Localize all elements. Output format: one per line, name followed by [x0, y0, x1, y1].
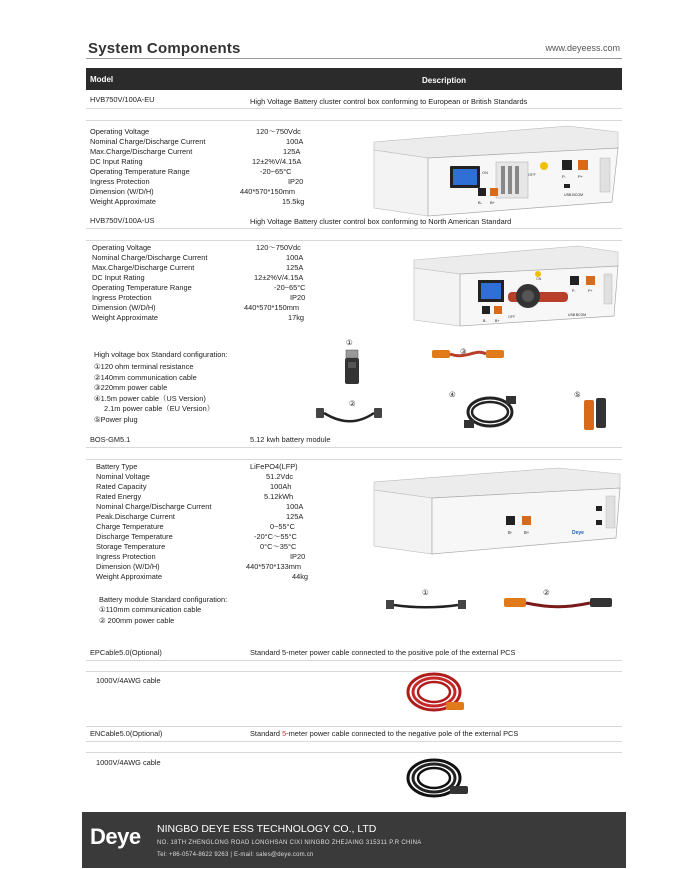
bos-config-heading: Battery module Standard configuration:: [99, 595, 228, 604]
usb-label: USB BCOM: [568, 313, 587, 317]
hvb-eu-device-image: [368, 124, 624, 220]
spec-row: Dimension (W/D/H) 440*570*150mm: [90, 187, 296, 196]
bplus-label: B+: [524, 530, 530, 535]
list-item: 2.1m power cable（EU Version）: [104, 404, 215, 413]
hvb-us-model: HVB750V/100A-US: [90, 216, 155, 225]
hv-config-list: [94, 362, 214, 425]
row-divider: [86, 240, 622, 241]
comm-cable-140-image: [314, 402, 384, 430]
company-contact[interactable]: Tel: +86-0574-8622 9263 | E-mail: sales@deye.com.cn: [157, 852, 314, 858]
spec-row: Rated Capacity 100Ah: [96, 482, 292, 491]
encable-model: ENCable5.0(Optional): [90, 729, 163, 738]
spec-row: Weight Approximate 15.5kg: [90, 197, 305, 206]
hvb-us-device-image: [408, 244, 622, 330]
spec-row: Ingress Protection IP20: [92, 293, 306, 302]
row-divider: [86, 447, 622, 448]
page-title: System Components: [88, 40, 241, 57]
table-header: [86, 68, 622, 90]
row-divider: [86, 741, 622, 742]
list-item: ⑤Power plug: [94, 414, 138, 424]
epcable-description: Standard 5-meter power cable connected to the positive pole of the external PCS: [250, 648, 516, 657]
spec-row: Nominal Charge/Discharge Current 100A: [96, 502, 304, 511]
spec-row: Operating Temperature Range -20~65°C: [92, 283, 306, 292]
row-divider: [86, 752, 622, 753]
row-divider: [86, 459, 622, 460]
epcable-image: [400, 664, 470, 722]
spec-row: Ingress Protection IP20: [90, 177, 304, 186]
spec-row: Storage Temperature 0°C～35°C: [96, 542, 297, 551]
row-divider: [86, 120, 622, 121]
on-label: ON: [536, 277, 542, 281]
marker-2: ②: [543, 588, 550, 597]
row-divider: [86, 108, 622, 109]
marker-1: ①: [422, 588, 429, 597]
off-label: OFF: [528, 172, 536, 177]
spec-row: Operating Temperature Range -20~65°C: [90, 167, 292, 176]
list-item: ④1.5m power cable（US Version): [94, 393, 206, 403]
spec-row: Dimension (W/D/H) 440*570*150mm: [92, 303, 300, 312]
row-divider: [86, 228, 622, 229]
list-item: ② 200mm power cable: [99, 615, 175, 625]
bplus-label: B+: [495, 319, 500, 323]
pminus-label: P-: [562, 174, 566, 179]
header-description: Description: [422, 76, 467, 85]
spec-row: Charge Temperature 0~55°C: [96, 522, 295, 531]
encable-description: Standard 5-meter power cable connected to the negative pole of the external PCS: [250, 729, 519, 738]
hvb-eu-specs: [90, 127, 330, 207]
pplus-label: P+: [578, 174, 584, 179]
spec-row: Battery Type LiFePO4(LFP): [96, 462, 298, 471]
hvb-us-description: High Voltage Battery cluster control box conforming to North American Standard: [250, 217, 512, 226]
epcable-model: EPCable5.0(Optional): [90, 648, 162, 657]
power-cable-long-image: [460, 390, 520, 436]
hvb-eu-model: HVB750V/100A-EU: [90, 95, 155, 104]
spec-row: DC Input Rating 12±2%V/4.15A: [90, 157, 302, 166]
list-item: ③220mm power cable: [94, 383, 168, 392]
usb-label: USB BCOM: [564, 193, 584, 197]
marker-3: ③: [460, 347, 467, 356]
terminal-resistor-image: [340, 348, 364, 388]
bos-model: BOS-GM5.1: [90, 435, 131, 444]
on-label: ON: [482, 170, 488, 175]
list-item: ①110mm communication cable: [99, 605, 202, 614]
brand-label: Deye: [572, 530, 584, 536]
spec-row: Max.Charge/Discharge Current 125A: [92, 263, 304, 272]
row-divider: [86, 660, 622, 661]
spec-row: Operating Voltage 120～750Vdc: [92, 243, 301, 252]
hvb-us-specs: [92, 243, 332, 323]
hv-config-heading: High voltage box Standard configuration:: [94, 350, 228, 359]
spec-row: Discharge Temperature -20°C～55°C: [96, 532, 297, 541]
spec-row: Weight Approximate 17kg: [92, 313, 305, 322]
bos-specs: [96, 462, 336, 582]
bminus-label: B-: [478, 200, 482, 205]
spec-row: Weight Approximate 44kg: [96, 572, 309, 581]
spec-row: Rated Energy 5.12kWh: [96, 492, 294, 501]
spec-row: Dimension (W/D/H) 440*570*133mm: [96, 562, 302, 571]
bos-power-cable-image: [502, 594, 614, 616]
bos-device-image: [368, 466, 626, 558]
marker-2: ②: [349, 399, 356, 408]
hvb-eu-description: High Voltage Battery cluster control box conforming to European or British Standards: [250, 97, 528, 106]
company-name: NINGBO DEYE ESS TECHNOLOGY CO., LTD: [157, 823, 377, 835]
spec-row: Peak.Discharge Current 125A: [96, 512, 304, 521]
bos-description: 5.12 kwh battery module: [250, 435, 331, 444]
pminus-label: P-: [572, 289, 576, 293]
header-model: Model: [90, 75, 114, 84]
row-divider: [86, 671, 622, 672]
row-divider: [86, 726, 622, 727]
highlight-number: 5: [282, 729, 287, 738]
spec-row: Nominal Voltage 51.2Vdc: [96, 472, 294, 481]
marker-1: ①: [346, 338, 353, 347]
spec-row: Operating Voltage 120～750Vdc: [90, 127, 301, 136]
title-divider: [86, 58, 622, 59]
list-item: ②140mm communication cable: [94, 372, 197, 382]
encable-image: [400, 748, 474, 806]
spec-row: DC Input Rating 12±2%V/4.15A: [92, 273, 304, 282]
footer: [82, 812, 626, 868]
encable-spec: 1000V/4AWG cable: [96, 758, 161, 767]
epcable-spec: 1000V/4AWG cable: [96, 676, 161, 685]
bos-comm-cable-image: [384, 596, 468, 618]
spec-row: Nominal Charge/Discharge Current 100A: [90, 137, 304, 146]
spec-row: Ingress Protection IP20: [96, 552, 306, 561]
website-link[interactable]: www.deyeess.com: [545, 43, 620, 53]
off-label: OFF: [508, 315, 516, 319]
power-plug-image: [580, 396, 610, 436]
marker-5: ⑤: [574, 390, 581, 399]
pplus-label: P+: [588, 289, 593, 293]
bminus-label: B-: [508, 530, 513, 535]
deye-logo: Deye: [90, 824, 141, 849]
spec-row: Nominal Charge/Discharge Current 100A: [92, 253, 304, 262]
bminus-label: B-: [483, 319, 487, 323]
power-cable-220-image: [430, 346, 506, 366]
list-item: ①120 ohm terminal resistance: [94, 362, 194, 371]
marker-4: ④: [449, 390, 456, 399]
bplus-label: B+: [490, 200, 496, 205]
company-address: NO. 18TH ZHENGLONG ROAD LONGHSAN CIXI NINGBO ZHEJAING 315311 P.R CHINA: [157, 840, 422, 846]
spec-row: Max.Charge/Discharge Current 125A: [90, 147, 301, 156]
bos-config-list: [99, 605, 201, 626]
